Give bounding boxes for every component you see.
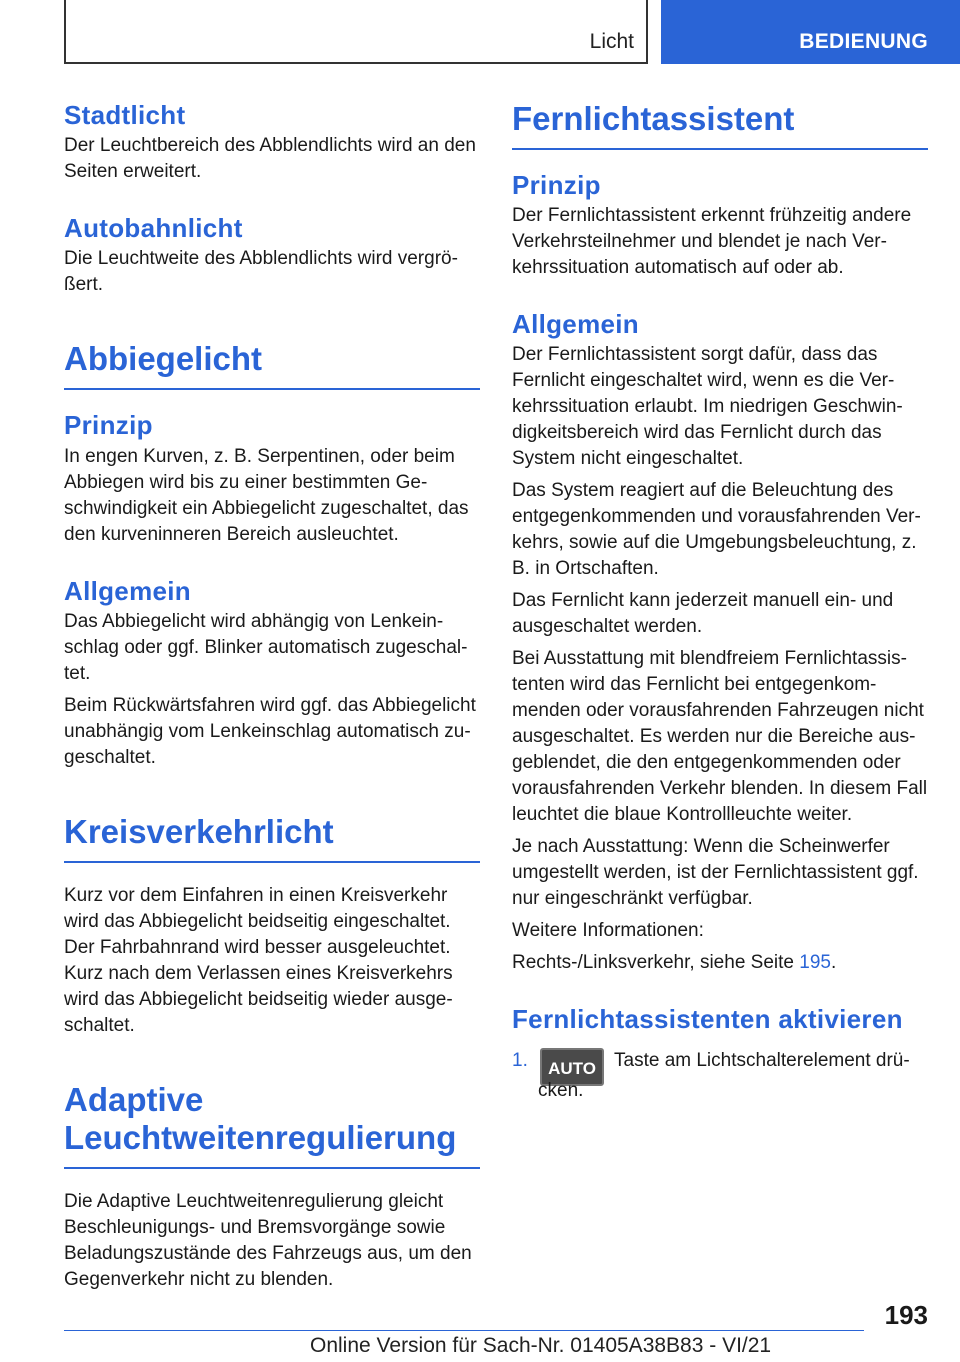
- fernlichtassistent-heading: Fernlichtassistent: [512, 100, 795, 137]
- kreisverkehrlicht-heading: Kreisverkehrlicht: [64, 812, 334, 850]
- page-reference-link[interactable]: 195: [799, 952, 831, 974]
- fla-prinzip-text: Der Fernlichtassistent erkennt frühzeitig andere Verkehrsteilnehmer und blendet je nach Ver-kehrssituation automatisch auf oder ab.: [512, 205, 912, 279]
- kreisverkehrlicht-text: Kurz vor dem Einfahren in einen Kreisverkehr wird das Abbiegelicht beidseitig eingeschaltet. Der Fahrbahnrand wird besser ausgeleuchtet. Kurz nach dem Verlassen eines Kreisverkehrs wird das Abbiegelicht beidseitig wieder ausge-schaltet.: [64, 884, 453, 1036]
- step-1: [512, 1048, 928, 1104]
- footer-text: Online Version für Sach-Nr. 01405A38B83 - VI/21: [310, 1334, 772, 1357]
- fla-prinzip-heading: Prinzip: [512, 169, 601, 200]
- abbiegelicht-prinzip-heading: Prinzip: [64, 410, 153, 441]
- fernlichtassistent-rule: [512, 148, 928, 150]
- abbiegelicht-heading: Abbiegelicht: [64, 340, 263, 378]
- step-1-body: [538, 1048, 928, 1104]
- alw-text: Die Adaptive Leuchtweitenregulierung gleicht Beschleunigungs- und Bremsvorgänge sowie Beladungszustände des Fahrzeugs aus, um den Gegenverkehr nicht zu blenden.: [64, 1190, 472, 1290]
- fla-p7-prefix: Rechts-/Linksverkehr, siehe Seite: [512, 952, 800, 974]
- alw-heading-line1: Adaptive: [64, 1080, 204, 1118]
- fla-p7-suffix: .: [830, 952, 837, 974]
- alw-heading: [64, 1081, 480, 1167]
- fla-allgemein-heading: Allgemein: [512, 309, 639, 340]
- header-chapter-title: BEDIENUNG: [799, 30, 928, 53]
- fla-p7: [512, 950, 928, 976]
- header-section-title: Licht: [589, 30, 634, 53]
- abbiegelicht-allgemein-text2: Beim Rückwärtsfahren wird ggf. das Abbiegelicht unabhängig vom Lenkeinschlag automatisch zu-geschaltet.: [64, 694, 476, 768]
- stadtlicht-text: Der Leuchtbereich des Abblendlichts wird an den Seiten erweitert.: [64, 135, 476, 183]
- alw-heading-line2: Leuchtweitenregulierung: [64, 1118, 457, 1156]
- right-column: [512, 100, 928, 1104]
- fla-p6: Weitere Informationen:: [512, 920, 704, 942]
- page-number: 193: [884, 1300, 928, 1330]
- alw-rule: [64, 1167, 480, 1169]
- auto-button-icon: AUTO: [540, 1048, 604, 1086]
- abbiegelicht-rule: [64, 388, 480, 390]
- step-1-number: 1.: [512, 1049, 528, 1071]
- header-section-box: [64, 0, 648, 64]
- fla-p4: Bei Ausstattung mit blendfreiem Fernlichtassis-tenten wird das Fernlicht bei entgegenkom-menden oder vorausfahrenden Fahrzeugen nicht ausgeschaltet. Es werden nur die Bereiche aus-geblendet, die den entgegenkommenden oder vorausfahrenden Verkehr blenden. In diesem Fall leuchtet die blaue Kontrollleuchte weiter.: [512, 648, 928, 826]
- header-chapter-box: [661, 0, 960, 64]
- fla-p3: Das Fernlicht kann jederzeit manuell ein- und ausgeschaltet werden.: [512, 590, 894, 638]
- kreisverkehrlicht-rule: [64, 861, 480, 863]
- left-column: [64, 100, 480, 1299]
- fla-p5: Je nach Ausstattung: Wenn die Scheinwerfer umgestellt werden, ist der Fernlichtassistent ggf. nur eingeschränkt verfügbar.: [512, 836, 919, 910]
- fla-aktivieren-heading: Fernlichtassistenten aktivieren: [512, 1004, 903, 1035]
- autobahnlicht-heading: Autobahnlicht: [64, 213, 243, 244]
- abbiegelicht-allgemein-text1: Das Abbiegelicht wird abhängig von Lenkein-schlag oder ggf. Blinker automatisch zugeschal-tet.: [64, 610, 468, 684]
- fla-p1: Der Fernlichtassistent sorgt dafür, dass das Fernlicht eingeschaltet wird, wenn es die Ver-kehrssituation erlaubt. Im niedrigen Geschwin-digkeitsbereich wird das Fernlicht durch das System nicht eingeschaltet.: [512, 344, 903, 470]
- abbiegelicht-allgemein-heading: Allgemein: [64, 575, 191, 606]
- footer-rule: [64, 1330, 864, 1331]
- step-1-text: Taste am Lichtschalterelement drü-cken.: [538, 1049, 910, 1101]
- autobahnlicht-text: Die Leuchtweite des Abblendlichts wird vergrö-ßert.: [64, 248, 458, 296]
- fla-p2: Das System reagiert auf die Beleuchtung des entgegenkommenden und vorausfahrenden Ver-kehrs, sowie auf die Umgebungsbeleuchtung, z. B. in Ortschaften.: [512, 480, 921, 580]
- stadtlicht-heading: Stadtlicht: [64, 100, 186, 130]
- abbiegelicht-prinzip-text: In engen Kurven, z. B. Serpentinen, oder beim Abbiegen wird bis zu einer bestimmten Ge-schwindigkeit ein Abbiegelicht zugeschaltet, das den kurveninneren Bereich ausleuchtet.: [64, 445, 469, 545]
